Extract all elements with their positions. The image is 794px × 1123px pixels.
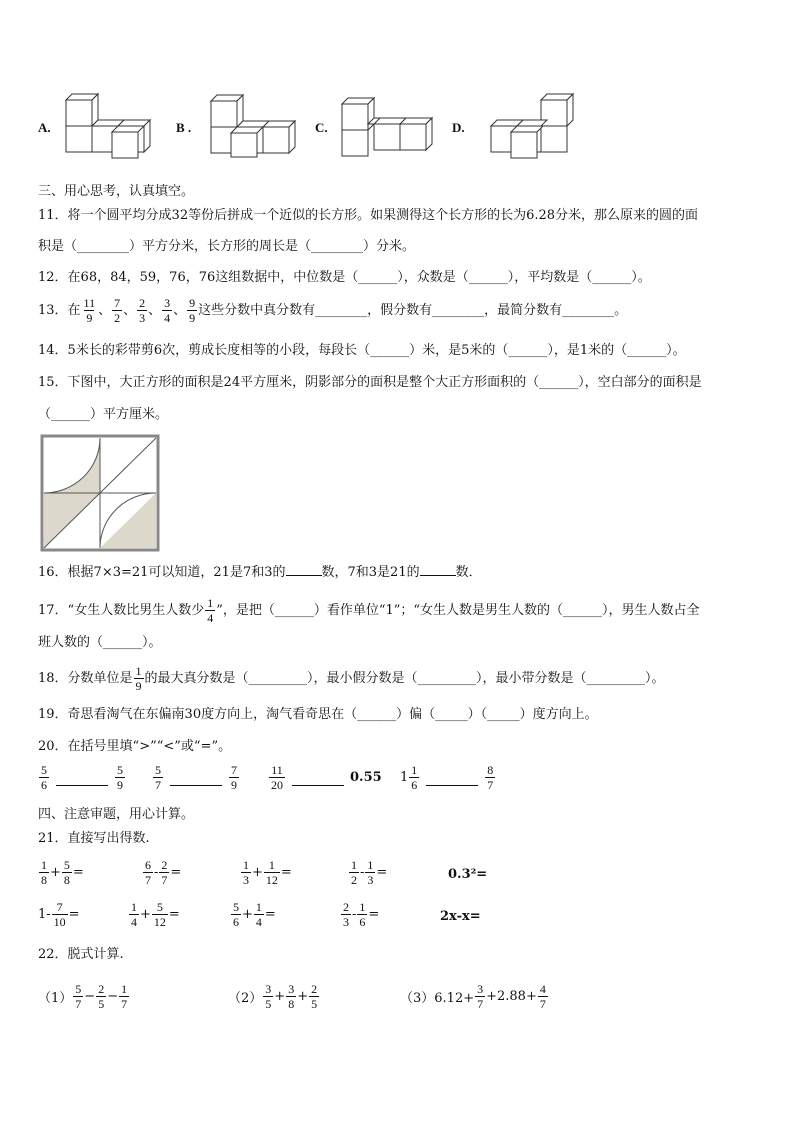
operator: - (360, 865, 365, 880)
equals: = (376, 865, 388, 880)
square-shaded-figure (40, 434, 160, 552)
section3-title: 三、用心思考，认真填空。 (38, 184, 195, 199)
fraction: $\frac{1}{12}$ (265, 858, 278, 887)
operator: + (140, 907, 151, 922)
q17-prefix: 17．“女生人数比男生人数少 (38, 602, 205, 618)
q21-item[interactable] (128, 900, 180, 929)
q12-text[interactable]: 12．在68，84，59，76，76这组数据中，中位数是（______），众数是（______），平均数是（______）。 (38, 270, 651, 285)
q13-sep: 、 (148, 302, 162, 318)
fraction: $\frac{2}{3}$ (343, 900, 349, 929)
q21-item-square[interactable]: 0.3²= (448, 867, 488, 882)
option-a-label[interactable]: A. (38, 120, 51, 135)
fraction: $\frac{5}{8}$ (63, 858, 70, 887)
q16-part2: 数，7和3是21的 (321, 565, 420, 580)
option-d-figure (485, 90, 580, 162)
q21-item[interactable] (38, 900, 80, 929)
q18-prefix: 18．分数单位是 (38, 670, 133, 686)
option-d-label[interactable]: D. (452, 120, 465, 135)
fraction: $\frac{1}{4}$ (255, 900, 262, 929)
q20-left-fraction: $\frac{11}{20}$ (271, 763, 283, 792)
q13-fraction: $\frac{3}{4}$ (164, 296, 171, 325)
q16-part1: 16．根据7×3=21可以知道，21是7和3的 (38, 565, 286, 580)
q21-item-algebra[interactable]: 2x-x= (440, 909, 481, 924)
q16-part3: 数． (455, 565, 482, 580)
q14-text[interactable]: 14．5米长的彩带剪6次，剪成长度相等的小段，每段长（______）米，是5米的（______），是1米的（______）。 (38, 343, 686, 358)
q13-suffix: 这些分数中真分数有________，假分数有________，最简分数有________。 (198, 302, 628, 318)
option-b-label[interactable]: B . (176, 120, 192, 135)
fraction: $\frac{1}{7}$ (121, 982, 128, 1011)
q17-line2[interactable]: 班人数的（______）。 (38, 635, 162, 650)
fraction: $\frac{1}{4}$ (131, 900, 137, 929)
fraction: $\frac{1}{8}$ (41, 858, 47, 887)
q20-compare-3[interactable] (268, 763, 382, 792)
fraction: $\frac{2}{7}$ (161, 858, 168, 887)
equals: = (72, 865, 84, 880)
fraction: $\frac{7}{10}$ (53, 900, 66, 929)
q11-line2[interactable]: 积是（________）平方分米，长方形的周长是（________）分米。 (38, 239, 416, 254)
q20-answer-blank[interactable] (170, 769, 222, 786)
q21-item[interactable] (240, 858, 292, 887)
q21-item[interactable] (142, 858, 181, 887)
q20-right-fraction: $\frac{7}{9}$ (231, 763, 237, 792)
fraction: $\frac{1}{3}$ (243, 858, 249, 887)
option-a-figure (60, 88, 155, 160)
q20-title: 20．在括号里填“>”“<”或“=”。 (38, 739, 232, 754)
q22-problem-2[interactable] (228, 982, 320, 1011)
q20-answer-blank[interactable] (56, 769, 108, 786)
q15-line2[interactable]: （______）平方厘米。 (38, 407, 169, 422)
operator: + (50, 865, 61, 880)
problem-label: （1） (38, 991, 73, 1006)
problem-label: （3）6.12+ (400, 991, 475, 1006)
fraction: $\frac{5}{7}$ (75, 982, 82, 1011)
equals: = (368, 907, 380, 922)
q11-line1: 11．将一个圆平均分成32等份后拼成一个近似的长方形。如果测得这个长方形的长为6.28分米，那么原来的圆的面 (38, 208, 699, 223)
operator: − (107, 989, 119, 1004)
fraction: $\frac{1}{2}$ (351, 858, 357, 887)
q13-sep: 、 (123, 302, 137, 318)
fraction: $\frac{3}{8}$ (288, 982, 295, 1011)
q19-text[interactable]: 19．奇思看淘气在东偏南30度方向上，淘气看奇思在（______）偏（_____）（_____）度方向上。 (38, 707, 598, 722)
equals: = (264, 907, 276, 922)
q22-title: 22．脱式计算. (38, 947, 124, 962)
option-c-label[interactable]: C. (315, 120, 328, 135)
fraction: $\frac{3}{7}$ (477, 982, 484, 1011)
fraction: $\frac{5}{12}$ (153, 900, 166, 929)
fraction: $\frac{2}{5}$ (311, 982, 318, 1011)
operator: − (84, 989, 96, 1004)
q18-fraction: $\frac{1}{9}$ (135, 664, 142, 693)
q13-line[interactable] (38, 296, 627, 325)
q21-item[interactable] (348, 858, 387, 887)
equals: = (280, 865, 292, 880)
option-c-figure (338, 92, 438, 162)
q13-fraction: $\frac{2}{3}$ (139, 296, 146, 325)
fraction: $\frac{1}{6}$ (359, 900, 366, 929)
fraction: $\frac{4}{7}$ (539, 982, 546, 1011)
q20-right-fraction: $\frac{5}{9}$ (117, 763, 123, 792)
q17-suffix: ”，是把（______）看作单位“1”；“女生人数是男生人数的（______），男生人数占全 (216, 602, 700, 618)
fraction: $\frac{2}{5}$ (98, 982, 105, 1011)
q15-line1[interactable]: 15．下图中，大正方形的面积是24平方厘米，阴影部分的面积是整个大正方形面积的（______），空白部分的面积是 (38, 375, 702, 390)
q13-fraction: $\frac{9}{9}$ (189, 296, 196, 325)
q20-right-decimal: 0.55 (350, 770, 382, 785)
operator: + (297, 989, 309, 1004)
q21-item[interactable] (38, 858, 84, 887)
q16-blank1[interactable] (286, 563, 322, 576)
operator: - (352, 907, 357, 922)
q20-mixed-whole: 1 (400, 770, 409, 785)
q21-title: 21．直接写出得数. (38, 831, 150, 846)
q20-compare-4[interactable] (400, 763, 496, 792)
q16-line[interactable] (38, 563, 482, 582)
q20-answer-blank[interactable] (292, 769, 344, 786)
q13-sep: 、 (173, 302, 187, 318)
q22-problem-3[interactable] (400, 982, 549, 1011)
q21-item[interactable] (230, 900, 276, 929)
q13-sep: 、 (98, 302, 112, 318)
fraction: $\frac{5}{6}$ (233, 900, 239, 929)
equals: = (170, 865, 182, 880)
q13-fraction: $\frac{7}{2}$ (114, 296, 121, 325)
q18-line[interactable] (38, 664, 665, 693)
fraction: $\frac{6}{7}$ (145, 858, 151, 887)
problem-label: （2） (228, 991, 263, 1006)
operator: - (154, 865, 159, 880)
q20-left-fraction: $\frac{1}{6}$ (411, 763, 418, 792)
operator: +2.88+ (486, 989, 537, 1004)
q20-answer-blank[interactable] (426, 769, 478, 786)
q21-item[interactable] (340, 900, 379, 929)
q20-compare-2[interactable] (152, 763, 240, 792)
q16-blank2[interactable] (420, 563, 456, 576)
whole-number: 1- (38, 907, 51, 922)
equals: = (68, 907, 80, 922)
q20-compare-1[interactable] (38, 763, 126, 792)
option-b-figure (205, 85, 300, 161)
fraction: $\frac{1}{3}$ (367, 858, 374, 887)
q20-left-fraction: $\frac{5}{6}$ (41, 763, 47, 792)
q13-prefix: 13．在 (38, 302, 81, 318)
q17-line1[interactable] (38, 596, 700, 625)
q13-fraction: $\frac{11}{9}$ (83, 296, 96, 325)
q22-problem-1[interactable] (38, 982, 130, 1011)
q20-right-fraction: $\frac{8}{7}$ (487, 763, 494, 792)
fraction: $\frac{3}{5}$ (265, 982, 272, 1011)
q20-left-fraction: $\frac{5}{7}$ (155, 763, 161, 792)
equals: = (168, 907, 180, 922)
q18-suffix: 的最大真分数是（_________），最小假分数是（_________），最小带分数是（_________）。 (144, 670, 665, 686)
operator: + (252, 865, 263, 880)
q17-fraction: $\frac{1}{4}$ (207, 596, 214, 625)
operator: + (274, 989, 286, 1004)
operator: + (242, 907, 253, 922)
section4-title: 四、注意审题，用心计算。 (38, 807, 195, 822)
